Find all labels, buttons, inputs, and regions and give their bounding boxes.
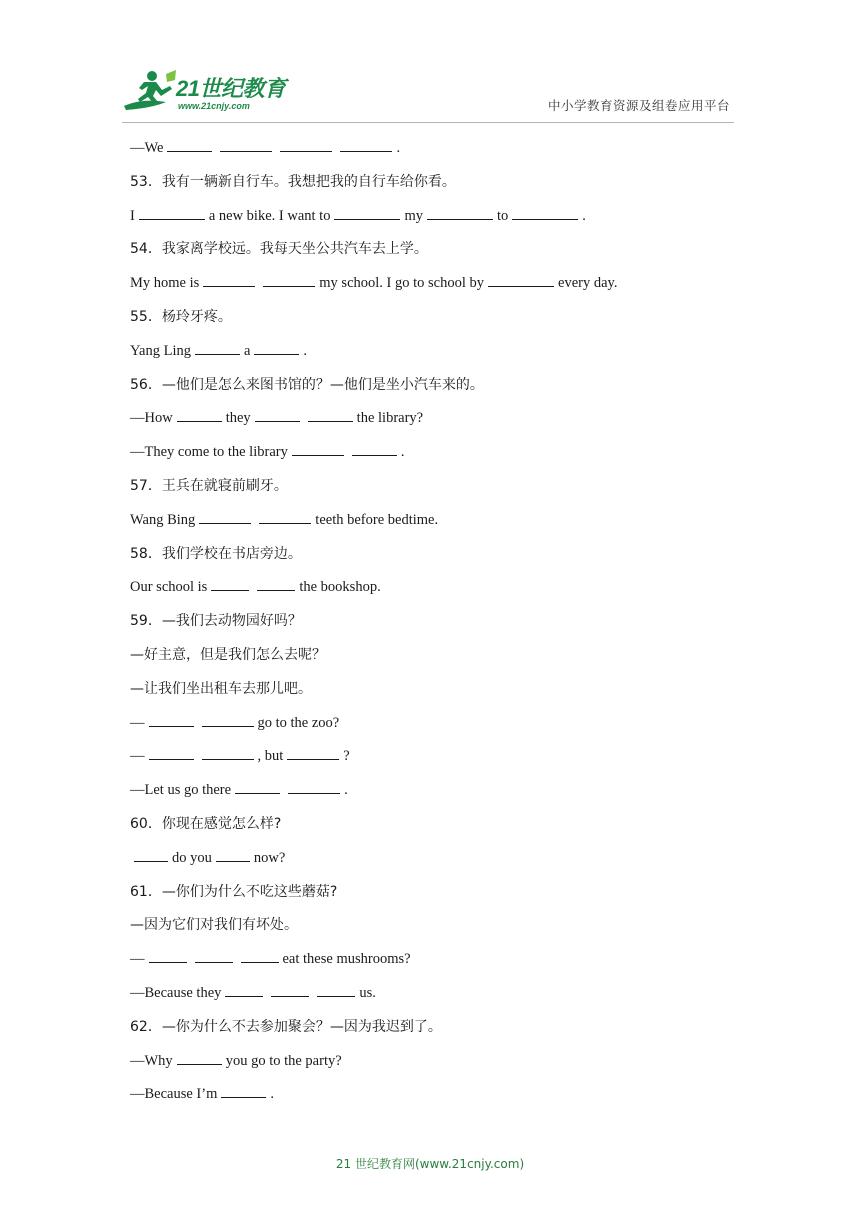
question-prompt bbox=[130, 475, 750, 509]
answer-line bbox=[130, 509, 750, 543]
line-text: . bbox=[344, 782, 348, 799]
answer-blank[interactable] bbox=[263, 272, 315, 287]
answer-blank[interactable] bbox=[334, 205, 400, 220]
answer-blank[interactable] bbox=[149, 745, 194, 760]
answer-line bbox=[130, 779, 750, 813]
line-text: . bbox=[303, 342, 308, 359]
line-text: my school. I go to school by bbox=[319, 275, 485, 292]
line-text: 57．王兵在就寝前刷牙。 bbox=[130, 477, 288, 494]
answer-line bbox=[130, 712, 750, 746]
answer-blank[interactable] bbox=[202, 712, 254, 727]
answer-line bbox=[130, 576, 750, 610]
line-text: my bbox=[404, 207, 423, 224]
answer-blank[interactable] bbox=[288, 779, 340, 794]
line-text: they bbox=[225, 410, 251, 427]
answer-line bbox=[130, 272, 750, 306]
answer-blank[interactable] bbox=[254, 340, 299, 355]
line-text: —Let us go there bbox=[130, 782, 232, 799]
answer-blank[interactable] bbox=[139, 205, 205, 220]
answer-line bbox=[130, 982, 750, 1016]
line-text: 59．—我们去动物园好吗？ bbox=[130, 613, 302, 630]
answer-line bbox=[130, 847, 750, 881]
answer-blank[interactable] bbox=[149, 712, 194, 727]
answer-blank[interactable] bbox=[292, 441, 344, 456]
line-text: a new bike. I want to bbox=[208, 207, 331, 224]
answer-blank[interactable] bbox=[340, 137, 392, 152]
answer-blank[interactable] bbox=[216, 847, 250, 862]
question-prompt bbox=[130, 644, 750, 678]
line-text: —让我们坐出租车去那儿吧。 bbox=[130, 680, 312, 697]
exercise-content bbox=[130, 137, 750, 1117]
line-text: —好主意，但是我们怎么去呢？ bbox=[130, 646, 326, 663]
line-text: I bbox=[130, 207, 135, 224]
platform-name: 中小学教育资源及组卷应用平台 bbox=[547, 98, 730, 113]
answer-blank[interactable] bbox=[225, 982, 263, 997]
line-text: now? bbox=[253, 849, 286, 866]
question-prompt bbox=[130, 813, 750, 847]
line-text: . bbox=[396, 140, 401, 156]
question-prompt bbox=[130, 543, 750, 577]
line-text: , but bbox=[257, 748, 284, 765]
line-text: 61．—你们为什么不吃这些蘑菇? bbox=[130, 883, 338, 900]
line-text: —Why bbox=[130, 1052, 173, 1069]
answer-blank[interactable] bbox=[512, 205, 578, 220]
line-text: Wang Bing bbox=[130, 511, 196, 528]
line-text: teeth before bedtime. bbox=[315, 511, 439, 528]
line-text: My home is bbox=[130, 275, 200, 292]
line-text: 62．—你为什么不去参加聚会？—因为我迟到了。 bbox=[130, 1018, 442, 1035]
line-text: —Because I’m bbox=[130, 1086, 218, 1103]
answer-line bbox=[130, 205, 750, 239]
question-prompt bbox=[130, 914, 750, 948]
logo-text: 21世纪教育 bbox=[176, 76, 286, 101]
answer-blank[interactable] bbox=[488, 272, 554, 287]
answer-blank[interactable] bbox=[255, 407, 300, 422]
line-text: . bbox=[400, 444, 405, 461]
answer-blank[interactable] bbox=[271, 982, 309, 997]
answer-blank[interactable] bbox=[177, 407, 222, 422]
answer-blank[interactable] bbox=[317, 982, 355, 997]
question-prompt bbox=[130, 678, 750, 712]
answer-line bbox=[130, 1050, 750, 1084]
line-text: . bbox=[582, 207, 586, 224]
answer-blank[interactable] bbox=[167, 137, 212, 152]
line-text: us. bbox=[359, 984, 376, 1001]
line-text: — bbox=[130, 714, 145, 731]
line-text: every day. bbox=[558, 275, 618, 292]
answer-blank[interactable] bbox=[257, 576, 295, 591]
answer-blank[interactable] bbox=[199, 509, 251, 524]
line-text: a bbox=[243, 342, 251, 359]
line-text: 55．杨玲牙疼。 bbox=[130, 308, 232, 325]
answer-blank[interactable] bbox=[220, 137, 272, 152]
question-prompt bbox=[130, 1016, 750, 1050]
line-text: ? bbox=[343, 748, 350, 765]
line-text: 58．我们学校在书店旁边。 bbox=[130, 545, 302, 562]
line-text: —Because they bbox=[130, 984, 222, 1001]
answer-blank[interactable] bbox=[134, 847, 168, 862]
answer-line bbox=[130, 340, 750, 374]
line-text: — bbox=[130, 748, 145, 765]
question-prompt bbox=[130, 238, 750, 272]
question-prompt bbox=[130, 881, 750, 915]
line-text: 60．你现在感觉怎么样? bbox=[130, 815, 282, 832]
answer-line bbox=[130, 948, 750, 982]
line-text: —We bbox=[130, 140, 164, 156]
line-text: go to the zoo? bbox=[257, 714, 340, 731]
line-text: 53．我有一辆新自行车。我想把我的自行车给你看。 bbox=[130, 173, 456, 190]
page-header bbox=[0, 0, 860, 125]
line-text: 54．我家离学校远。我每天坐公共汽车去上学。 bbox=[130, 241, 428, 258]
runner-icon bbox=[122, 68, 178, 114]
answer-blank[interactable] bbox=[352, 441, 397, 456]
question-prompt bbox=[130, 306, 750, 340]
page-footer: 21 世纪教育网(www.21cnjy.com) bbox=[335, 1157, 525, 1171]
answer-blank[interactable] bbox=[280, 137, 332, 152]
line-text: to bbox=[496, 207, 509, 224]
answer-blank[interactable] bbox=[211, 576, 249, 591]
line-text: eat these mushrooms? bbox=[282, 951, 411, 968]
line-text: 56．—他们是怎么来图书馆的？—他们是坐小汽车来的。 bbox=[130, 376, 484, 393]
question-prompt bbox=[130, 610, 750, 644]
answer-blank[interactable] bbox=[259, 509, 311, 524]
answer-line bbox=[130, 137, 750, 171]
line-text: you go to the party? bbox=[225, 1052, 342, 1069]
answer-line bbox=[130, 745, 750, 779]
question-prompt bbox=[130, 374, 750, 408]
answer-line bbox=[130, 1083, 750, 1117]
line-text: —因为它们对我们有坏处。 bbox=[130, 917, 298, 934]
answer-line bbox=[130, 407, 750, 441]
answer-blank[interactable] bbox=[202, 745, 254, 760]
line-text: do you bbox=[172, 849, 212, 866]
answer-blank[interactable] bbox=[241, 948, 279, 963]
answer-blank[interactable] bbox=[149, 948, 187, 963]
answer-blank[interactable] bbox=[195, 948, 233, 963]
line-text: . bbox=[270, 1086, 274, 1103]
answer-blank[interactable] bbox=[308, 407, 353, 422]
line-text: —How bbox=[130, 410, 173, 427]
logo bbox=[122, 68, 302, 118]
line-text: Yang Ling bbox=[130, 342, 191, 359]
answer-blank[interactable] bbox=[287, 745, 339, 760]
answer-blank[interactable] bbox=[235, 779, 280, 794]
header-divider bbox=[122, 122, 734, 123]
answer-blank[interactable] bbox=[427, 205, 493, 220]
answer-blank[interactable] bbox=[221, 1083, 266, 1098]
answer-blank[interactable] bbox=[177, 1050, 222, 1065]
line-text: the library? bbox=[356, 410, 424, 427]
line-text: Our school is bbox=[130, 579, 208, 596]
line-text: — bbox=[130, 951, 145, 968]
answer-blank[interactable] bbox=[203, 272, 255, 287]
line-text: —They come to the library bbox=[130, 444, 288, 461]
line-text: the bookshop. bbox=[299, 579, 381, 596]
answer-blank[interactable] bbox=[195, 340, 240, 355]
question-prompt bbox=[130, 171, 750, 205]
answer-line bbox=[130, 441, 750, 475]
logo-url: www.21cnjy.com bbox=[178, 101, 250, 111]
